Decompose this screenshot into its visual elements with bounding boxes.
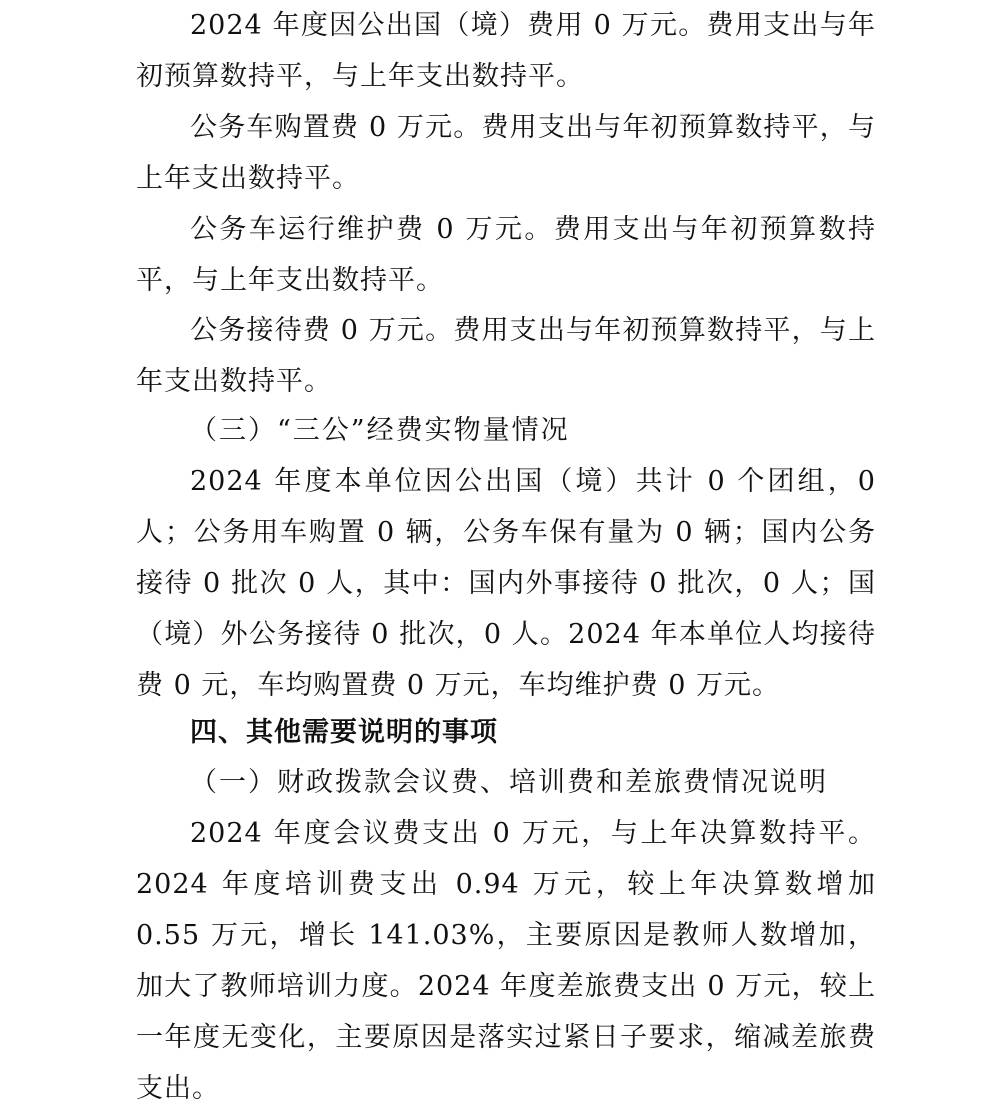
- section-heading-other-matters: 四、其他需要说明的事项: [190, 717, 498, 748]
- paragraph-physical-quantity-details: 2024 年度本单位因公出国（境）共计 0 个团组，0 人；公务用车购置 0 辆，公务车保有量为 0 辆；国内公务接待 0 批次 0 人，其中：国内外事接待 0 批次，0 人；国（境）外公务接待 0 批次，0 人。2024 年本单位人均接待费 0 元，车均购置费 0 万元，车均维护费 0 万元。: [136, 466, 876, 701]
- subsection-heading-meeting-training-travel: （一）财政拨款会议费、培训费和差旅费情况说明: [190, 767, 828, 798]
- paragraph-reception-expense: 公务接待费 0 万元。费用支出与年初预算数持平，与上年支出数持平。: [136, 315, 876, 397]
- paragraph-vehicle-purchase-expense: 公务车购置费 0 万元。费用支出与年初预算数持平，与上年支出数持平。: [136, 112, 876, 194]
- paragraph-travel-abroad-expense: 2024 年度因公出国（境）费用 0 万元。费用支出与年初预算数持平，与上年支出数持平。: [136, 10, 876, 92]
- paragraph-vehicle-maintenance-expense: 公务车运行维护费 0 万元。费用支出与年初预算数持平，与上年支出数持平。: [136, 214, 876, 296]
- section-heading-physical-quantity: （三）“三公”经费实物量情况: [190, 415, 570, 446]
- paragraph-meeting-training-travel-details: 2024 年度会议费支出 0 万元，与上年决算数持平。2024 年度培训费支出 0.94 万元，较上年决算数增加 0.55 万元，增长 141.03%，主要原因是教师人数增加，加大了教师培训力度。2024 年度差旅费支出 0 万元，较上一年度无变化，主要原因是落实过紧日子要求，缩减差旅费支出。: [136, 818, 876, 1104]
